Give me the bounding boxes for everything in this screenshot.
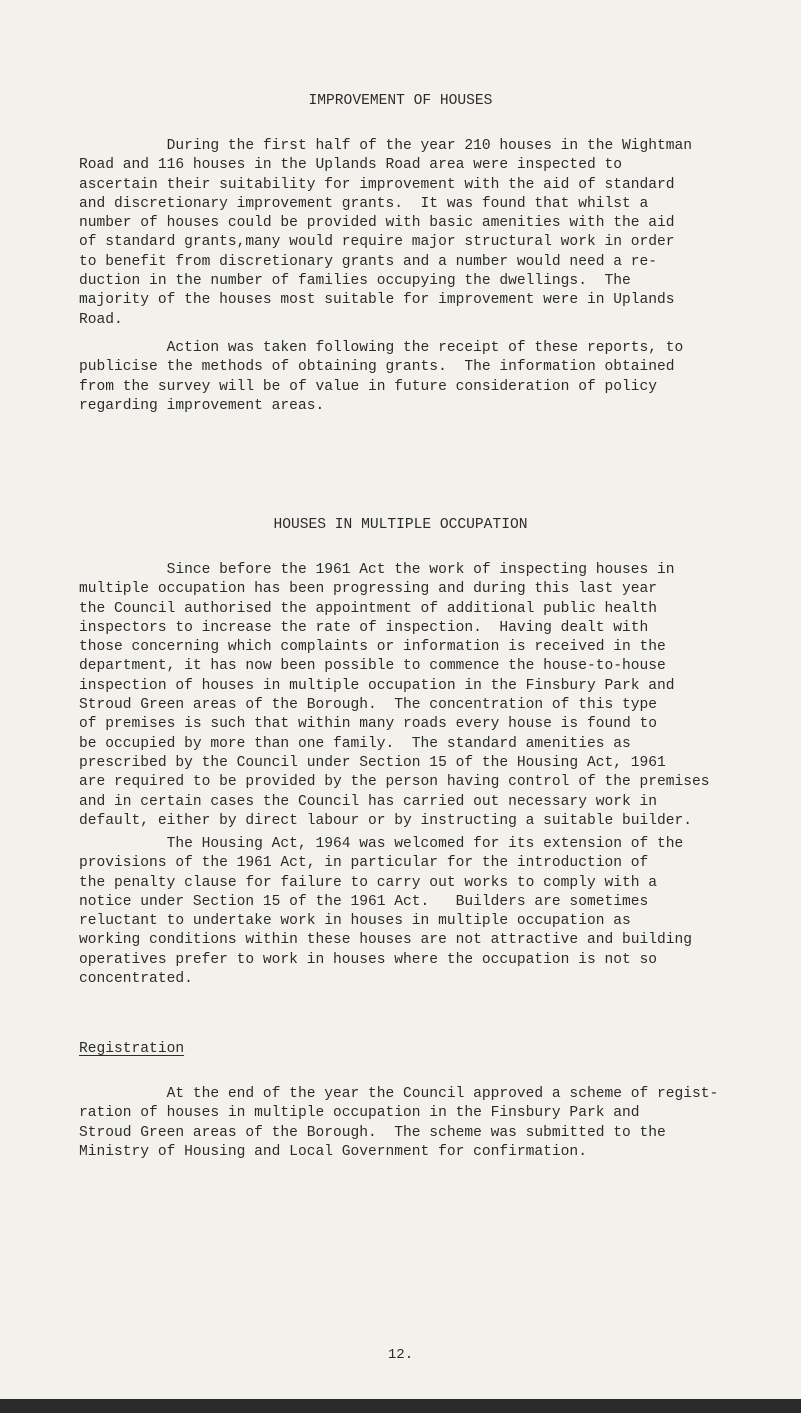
improvement-heading: IMPROVEMENT OF HOUSES [308,93,493,109]
multiple-occupation-paragraph-1: Since before the 1961 Act the work of inspecting houses in multiple occupation has been progressing and during this last year the Council authorised the appointment of additional public health inspectors to increase the rate of inspection. Having dealt with those concerning which complaints or information is received in the department, it has now been possible to commence the house-to-house inspection of houses in multiple occupation in the Finsbury Park and Stroud Green areas of the Borough. The concentration of this type of premises is such that within many roads every house is found to be occupied by more than one family. The standard amenities as prescribed by the Council under Section 15 of the Housing Act, 1961 are required to be provided by the person having control of the premises and in certain cases the Council has carried out necessary work in default, either by direct labour or by instructing a suitable builder. [79,562,710,829]
registration-paragraph: At the end of the year the Council approved a scheme of regist- ration of houses in multiple occupation in the Finsbury Park and Stroud Green areas of the Borough. The scheme was submitted to the Ministry of Housing and Local Government for confirmation. [79,1086,719,1160]
multiple-occupation-paragraph-2: The Housing Act, 1964 was welcomed for its extension of the provisions of the 1961 Act, in particular for the introduction of the penalty clause for failure to carry out works to comply with a notice under Section 15 of the 1961 Act. Builders are sometimes reluctant to undertake work in houses in multiple occupation as working conditions within these houses are not attractive and building operatives prefer to work in houses where the occupation is not so concentrated. [79,836,693,988]
multiple-occupation-heading: HOUSES IN MULTIPLE OCCUPATION [273,517,528,533]
scan-edge-bar [0,1399,801,1413]
improvement-paragraph-1: During the first half of the year 210 houses in the Wightman Road and 116 houses in the Uplands Road area were inspected to ascertain their suitability for improvement with the aid of standard and discretionary improvement grants. It was found that whilst a number of houses could be provided with basic amenities with the aid of standard grants,many would require major structural work in order to benefit from discretionary grants and a number would need a re- duction in the number of families occupying the dwellings. The majority of the houses most suitable for improvement were in Uplands Road. [79,138,693,328]
page-number: 12. [387,1347,414,1363]
improvement-paragraph-2: Action was taken following the receipt of these reports, to publicise the methods of obtaining grants. The information obtained from the survey will be of value in future consideration of policy regarding improvement areas. [79,340,684,414]
registration-subheading: Registration [79,1041,185,1057]
